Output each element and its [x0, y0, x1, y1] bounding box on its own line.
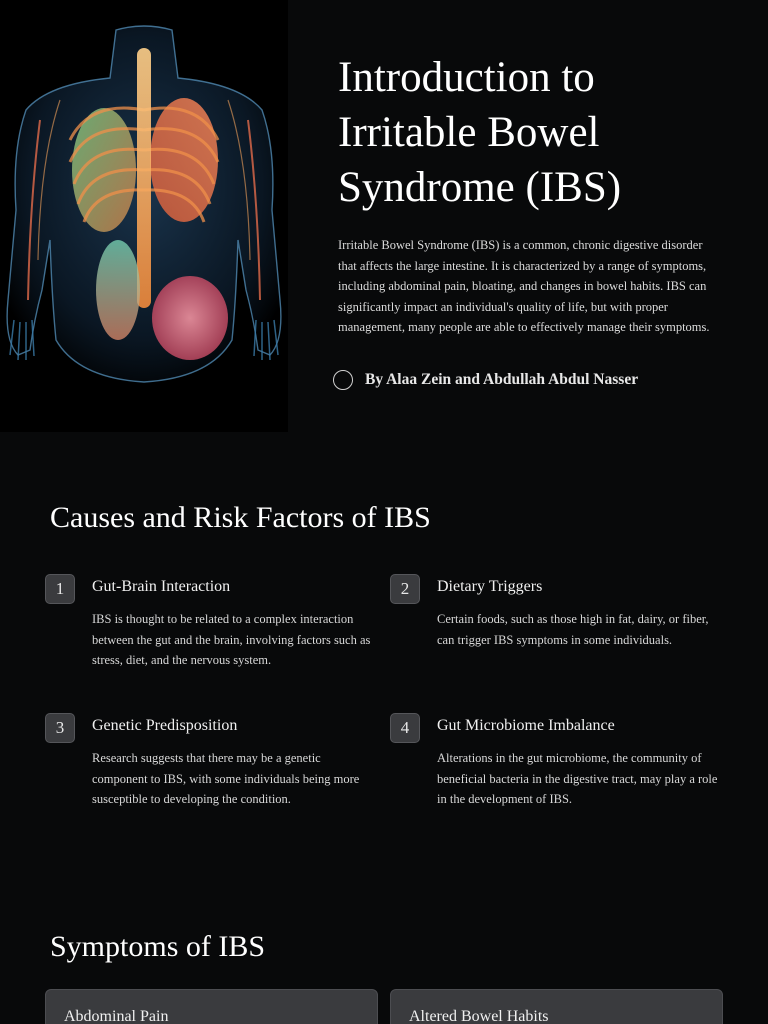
symptom-card-title: Abdominal Pain	[64, 1008, 169, 1024]
hero-section	[0, 0, 768, 432]
avatar	[333, 370, 353, 390]
symptoms-heading: Symptoms of IBS	[50, 930, 266, 963]
cause-description: Certain foods, such as those high in fat, dairy, or fiber, can trigger IBS symptoms in some individuals.	[437, 612, 709, 647]
anatomy-illustration-icon	[0, 0, 288, 432]
page-title: Introduction to Irritable Bowel Syndrome (IBS)	[338, 54, 622, 211]
symptom-card	[390, 989, 723, 1024]
cause-description: Alterations in the gut microbiome, the community of beneficial bacteria in the digestive tract, may play a role in the development of IBS.	[437, 751, 718, 807]
number-badge: 3	[45, 713, 75, 743]
causes-heading: Causes and Risk Factors of IBS	[50, 501, 431, 534]
author-row	[333, 368, 638, 392]
cause-description: IBS is thought to be related to a complex interaction between the gut and the brain, involving factors such as stress, diet, and the nervous system.	[92, 612, 371, 668]
symptom-card	[45, 989, 378, 1024]
number-badge: 4	[390, 713, 420, 743]
number-badge: 1	[45, 574, 75, 604]
intro-paragraph: Irritable Bowel Syndrome (IBS) is a common, chronic digestive disorder that affects the large intestine. It is characterized by a range of symptoms, including abdominal pain, bloating, and changes in bowel habits. IBS can significantly impact an individual's quality of life, but with proper management, many people are able to effectively manage their symptoms.	[338, 238, 710, 335]
cause-heading: Gut Microbiome Imbalance	[437, 717, 615, 734]
number-badge: 2	[390, 574, 420, 604]
cause-heading: Gut-Brain Interaction	[92, 578, 231, 595]
cause-heading: Dietary Triggers	[437, 578, 543, 595]
cause-description: Research suggests that there may be a genetic component to IBS, with some individuals being more susceptible to developing the condition.	[92, 751, 360, 807]
symptom-card-title: Altered Bowel Habits	[409, 1008, 549, 1024]
author-name: By Alaa Zein and Abdullah Abdul Nasser	[365, 371, 639, 388]
cause-heading: Genetic Predisposition	[92, 717, 238, 734]
